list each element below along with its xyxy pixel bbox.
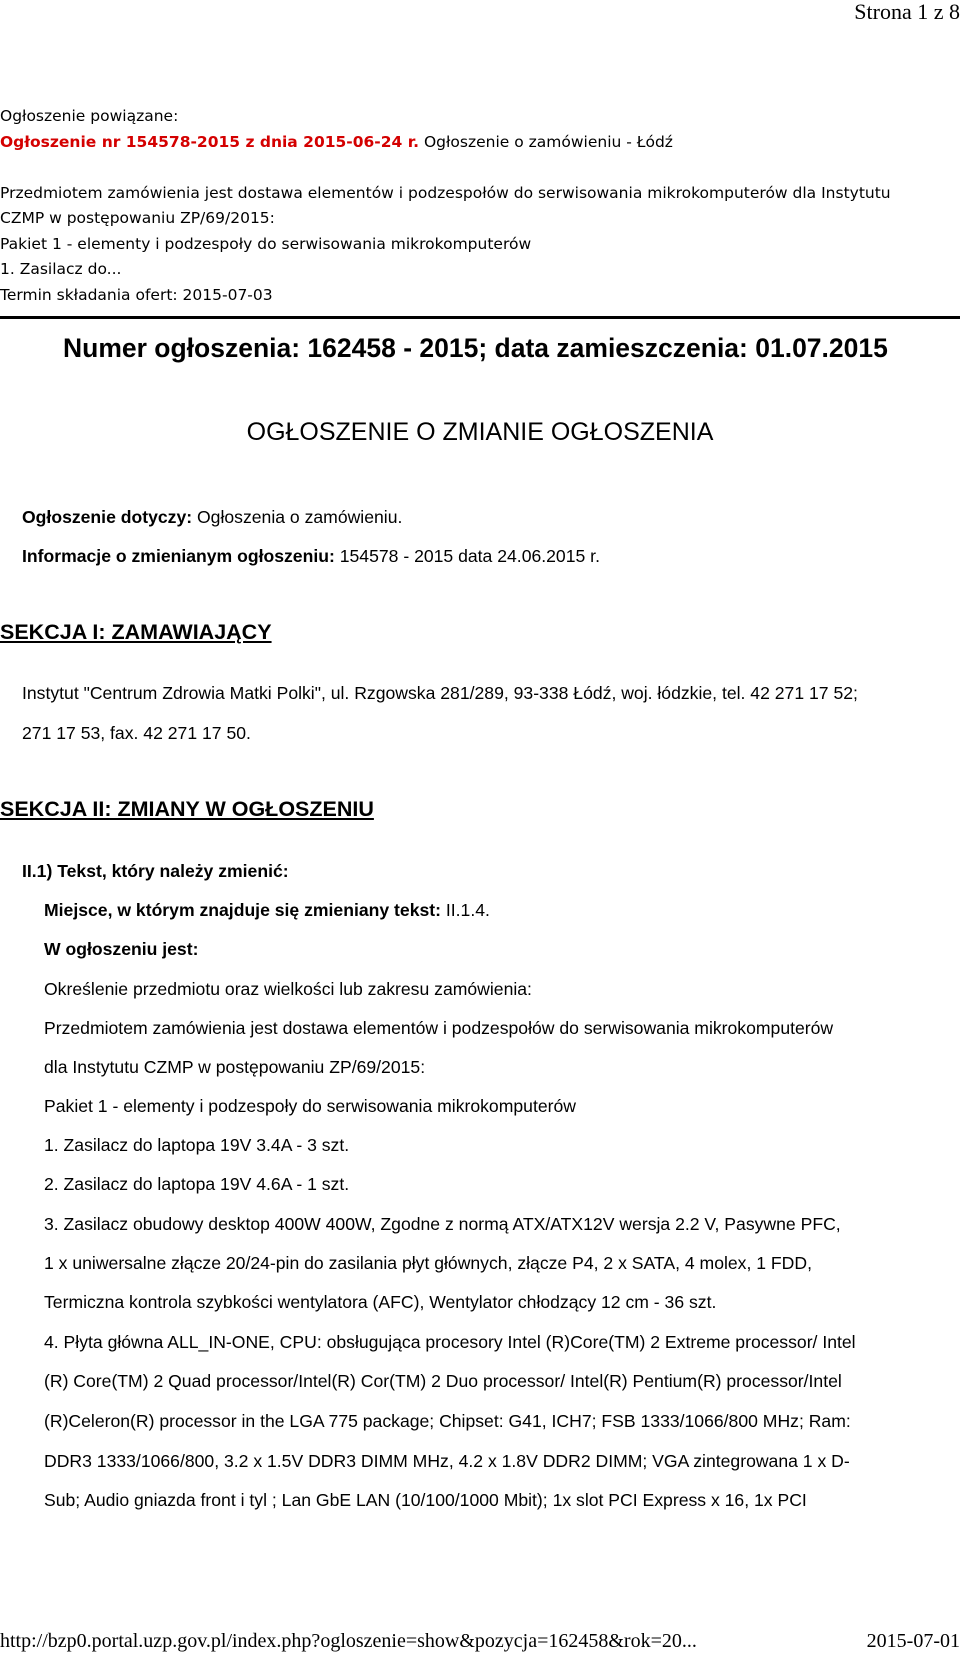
concerns-line [22,506,402,528]
change-line: 1. Zasilacz do laptopa 19V 3.4A - 3 szt. [44,1135,350,1155]
section-2-subheading: II.1) Tekst, który należy zmienić: [22,861,289,881]
in-notice-label: W ogłoszeniu jest: [44,939,199,959]
section-1-heading: SEKCJA I: ZAMAWIAJĄCY [0,620,272,644]
change-line: 4. Płyta główna ALL_IN-ONE, CPU: obsługująca procesory Intel (R)Core(TM) 2 Extreme processor/ Intel [44,1332,856,1352]
related-description-line: Pakiet 1 - elementy i podzespoły do serwisowania mikrokomputerów [0,234,532,253]
info-value: 154578 - 2015 data 24.06.2015 r. [334,546,600,566]
change-line: dla Instytutu CZMP w postępowaniu ZP/69/2015: [44,1057,426,1077]
notice-headline: Numer ogłoszenia: 162458 - 2015; data zamieszczenia: 01.07.2015 [63,333,888,363]
change-line: Termiczna kontrola szybkości wentylatora (AFC), Wentylator chłodzący 12 cm - 36 szt. [44,1292,717,1312]
related-notice-link[interactable]: Ogłoszenie nr 154578-2015 z dnia 2015-06-24 r. [0,132,420,151]
related-deadline: Termin składania ofert: 2015-07-03 [0,285,273,304]
footer-date: 2015-07-01 [866,1630,960,1652]
related-description-line: Przedmiotem zamówienia jest dostawa elementów i podzespołów do serwisowania mikrokomputerów dla Instytutu [0,183,891,202]
change-line: Przedmiotem zamówienia jest dostawa elementów i podzespołów do serwisowania mikrokomputerów [44,1018,834,1038]
change-line: (R)Celeron(R) processor in the LGA 775 package; Chipset: G41, ICH7; FSB 1333/1066/800 MHz; Ram: [44,1411,851,1431]
change-line: Sub; Audio gniazda front i tyl ; Lan GbE LAN (10/100/1000 Mbit); 1x slot PCI Express x 16, 1x PCI [44,1490,807,1510]
section-1-line: 271 17 53, fax. 42 271 17 50. [22,723,251,743]
change-line: 3. Zasilacz obudowy desktop 400W 400W, Zgodne z normą ATX/ATX12V wersja 2.2 V, Pasywne PFC, [44,1214,841,1234]
change-line: Pakiet 1 - elementy i podzespoły do serwisowania mikrokomputerów [44,1096,576,1116]
change-line: Określenie przedmiotu oraz wielkości lub zakresu zamówienia: [44,979,532,999]
footer-url[interactable]: http://bzp0.portal.uzp.gov.pl/index.php?ogloszenie=show&pozycja=162458&rok=20... [0,1630,697,1652]
related-description-line: CZMP w postępowaniu ZP/69/2015: [0,209,275,227]
related-description-line: 1. Zasilacz do... [0,260,122,278]
related-label: Ogłoszenie powiązane: [0,107,179,125]
change-line: 2. Zasilacz do laptopa 19V 4.6A - 1 szt. [44,1174,350,1194]
related-link-suffix: Ogłoszenie o zamówieniu - Łódź [419,132,673,151]
change-line: 1 x uniwersalne złącze 20/24-pin do zasilania płyt głównych, złącze P4, 2 x SATA, 4 molex, 1 FDD, [44,1253,812,1273]
concerns-value: Ogłoszenia o zamówieniu. [192,507,403,527]
place-value: II.1.4. [440,900,490,920]
page-number: Strona 1 z 8 [854,0,960,24]
divider [0,316,960,319]
related-notice [0,104,960,308]
info-line [22,545,600,567]
info-label: Informacje o zmienianym ogłoszeniu: [22,546,335,566]
section-2-heading: SEKCJA II: ZMIANY W OGŁOSZENIU [0,797,374,821]
change-line: DDR3 1333/1066/800, 3.2 x 1.5V DDR3 DIMM MHz, 4.2 x 1.8V DDR2 DIMM; VGA zintegrowana 1 x D- [44,1451,850,1471]
concerns-label: Ogłoszenie dotyczy: [22,507,193,527]
change-line: (R) Core(TM) 2 Quad processor/Intel(R) Cor(TM) 2 Duo processor/ Intel(R) Pentium(R) processor/Intel [44,1371,842,1391]
related-link-line [0,130,960,156]
place-label: Miejsce, w którym znajduje się zmieniany tekst: [44,900,441,920]
section-1-line: Instytut "Centrum Zdrowia Matki Polki", ul. Rzgowska 281/289, 93-338 Łódź, woj. łódzkie, tel. 42 271 17 52; [22,683,858,703]
notice-title: OGŁOSZENIE O ZMIANIE OGŁOSZENIA [246,418,714,446]
place-line [44,899,490,921]
